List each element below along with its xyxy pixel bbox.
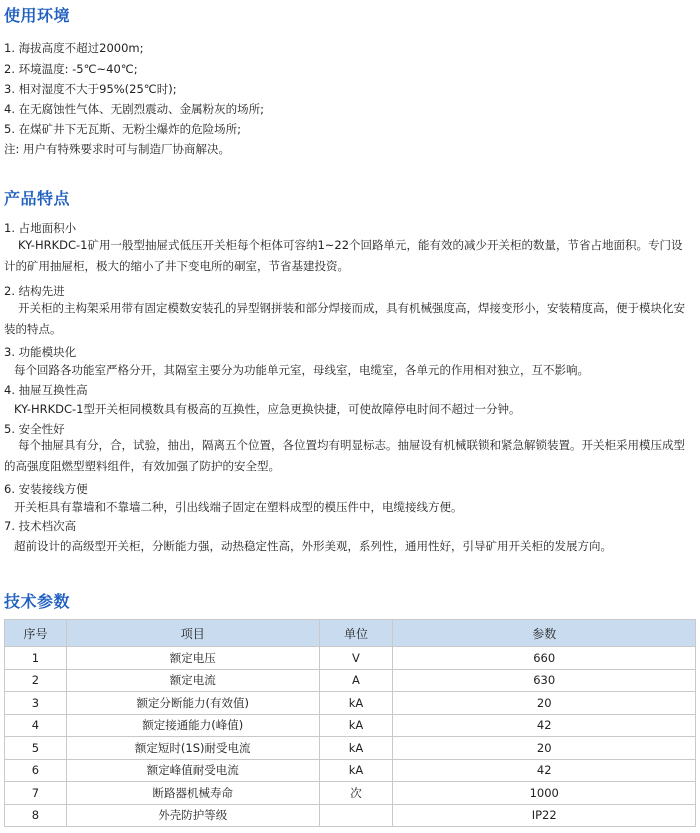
cell-value: 20 xyxy=(393,737,696,760)
cell-value: IP22 xyxy=(393,804,696,827)
cell-index: 6 xyxy=(5,759,67,782)
env-item-1: 1. 海拔高度不超过2000m; xyxy=(4,41,144,55)
cell-index: 2 xyxy=(5,669,67,692)
cell-value: 630 xyxy=(393,669,696,692)
cell-item: 额定短时(1S)耐受电流 xyxy=(66,737,319,760)
cell-value: 42 xyxy=(393,714,696,737)
env-item-4: 4. 在无腐蚀性气体、无剧烈震动、金属粉灰的场所; xyxy=(4,102,264,116)
table-header-row xyxy=(5,620,696,647)
col-header-value: 参数 xyxy=(393,620,696,647)
feature-6-body: 开关柜具有靠墙和不靠墙二种，引出线端子固定在塑料成型的模压件中，电缆接线方便。 xyxy=(14,500,463,514)
cell-item: 额定分断能力(有效值) xyxy=(66,692,319,715)
cell-index: 4 xyxy=(5,714,67,737)
specs-table xyxy=(4,619,696,827)
table-row xyxy=(5,737,696,760)
table-row xyxy=(5,782,696,805)
feature-3-body: 每个回路各功能室严格分开，其隔室主要分为功能单元室，母线室，电缆室，各单元的作用相对独立，互不影响。 xyxy=(14,363,589,377)
feature-2-body: 开关柜的主构架采用带有固定模数安装孔的异型钢拼装和部分焊接而成，具有机械强度高，焊接变形小，安装精度高，便于模块化安装的特点。 xyxy=(4,301,685,336)
feature-4-body: KY-HRKDC-1型开关柜同模数具有极高的互换性，应急更换快捷，可使故障停电时间不超过一分钟。 xyxy=(14,402,521,416)
col-header-index: 序号 xyxy=(5,620,67,647)
col-header-unit: 单位 xyxy=(319,620,393,647)
table-row xyxy=(5,759,696,782)
env-item-2: 2. 环境温度: -5℃~40℃; xyxy=(4,62,138,76)
col-header-item: 项目 xyxy=(66,620,319,647)
cell-index: 8 xyxy=(5,804,67,827)
cell-value: 20 xyxy=(393,692,696,715)
cell-unit: V xyxy=(319,647,393,670)
env-note: 注: 用户有特殊要求时可与制造厂协商解决。 xyxy=(4,142,231,156)
cell-item: 额定电流 xyxy=(66,669,319,692)
feature-1-head: 1. 占地面积小 xyxy=(4,221,77,235)
feature-7-body: 超前设计的高级型开关柜，分断能力强，动热稳定性高，外形美观，系列性，通用性好，引导矿用开关柜的发展方向。 xyxy=(14,539,612,553)
cell-unit: kA xyxy=(319,692,393,715)
feature-5-body: 每个抽屉具有分，合，试验，抽出，隔离五个位置，各位置均有明显标志。抽屉设有机械联锁和紧急解锁装置。开关柜采用模压成型的高强度阻燃型塑料组件，有效加强了防护的安全型。 xyxy=(4,438,685,473)
cell-item: 额定接通能力(峰值) xyxy=(66,714,319,737)
feature-5-head: 5. 安全性好 xyxy=(4,422,65,436)
cell-unit: A xyxy=(319,669,393,692)
feature-7-head: 7. 技术档次高 xyxy=(4,519,77,533)
cell-item: 额定峰值耐受电流 xyxy=(66,759,319,782)
feature-3-head: 3. 功能模块化 xyxy=(4,345,77,359)
cell-item: 断路器机械寿命 xyxy=(66,782,319,805)
feature-1-body: KY-HRKDC-1矿用一般型抽屉式低压开关柜每个柜体可容纳1~22个回路单元，能有效的减少开关柜的数量，节省占地面积。专门设计的矿用抽屉柜，极大的缩小了井下变电所的硐室，节省基建投资。 xyxy=(4,238,683,273)
feature-2-head: 2. 结构先进 xyxy=(4,284,65,298)
cell-index: 1 xyxy=(5,647,67,670)
specs-section-title: 技术参数 xyxy=(4,592,71,611)
env-item-5: 5. 在煤矿井下无瓦斯、无粉尘爆炸的危险场所; xyxy=(4,122,241,136)
table-row xyxy=(5,647,696,670)
cell-unit xyxy=(319,804,393,827)
env-item-3: 3. 相对湿度不大于95%(25℃时); xyxy=(4,82,177,96)
cell-value: 660 xyxy=(393,647,696,670)
cell-value: 1000 xyxy=(393,782,696,805)
cell-unit: 次 xyxy=(319,782,393,805)
feature-4-head: 4. 抽屉互换性高 xyxy=(4,383,88,397)
table-row xyxy=(5,804,696,827)
cell-unit: kA xyxy=(319,759,393,782)
env-section-title: 使用环境 xyxy=(4,6,71,25)
cell-index: 3 xyxy=(5,692,67,715)
cell-value: 42 xyxy=(393,759,696,782)
cell-index: 7 xyxy=(5,782,67,805)
cell-unit: kA xyxy=(319,714,393,737)
features-section-title: 产品特点 xyxy=(4,189,71,208)
table-row xyxy=(5,692,696,715)
cell-index: 5 xyxy=(5,737,67,760)
feature-6-head: 6. 安装接线方便 xyxy=(4,482,88,496)
cell-item: 外壳防护等级 xyxy=(66,804,319,827)
table-row xyxy=(5,714,696,737)
table-row xyxy=(5,669,696,692)
cell-unit: kA xyxy=(319,737,393,760)
cell-item: 额定电压 xyxy=(66,647,319,670)
